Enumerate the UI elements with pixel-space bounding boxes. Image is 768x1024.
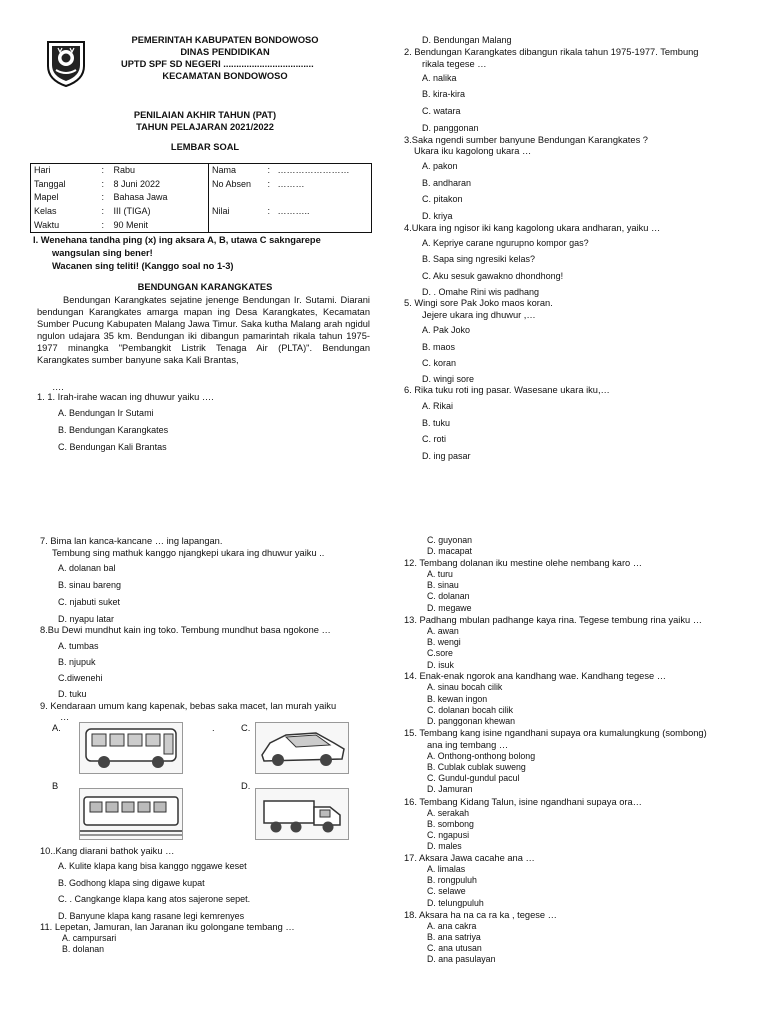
question-9-cont: … (60, 712, 70, 722)
question-11: 11. Lepetan, Jamuran, lan Jaranan iku golongane tembang … (40, 922, 295, 932)
option-5c[interactable]: C. koran (422, 358, 457, 368)
option-17a[interactable]: A. limalas (427, 864, 466, 874)
label-mapel: Mapel (34, 192, 59, 203)
reading-title: BENDUNGAN KARANGKATES (137, 282, 273, 292)
option-4b[interactable]: B. Sapa sing ngresiki kelas? (422, 254, 536, 264)
option-10a[interactable]: A. Kulite klapa kang bisa kanggo nggawe keset (58, 861, 247, 871)
header-government: PEMERINTAH KABUPATEN BONDOWOSO (131, 35, 319, 45)
colon: : (101, 178, 105, 189)
question-15-cont: ana ing tembang … (427, 740, 509, 750)
option-15a[interactable]: A. Onthong-onthong bolong (427, 751, 536, 761)
option-6a[interactable]: A. Rikai (422, 401, 454, 411)
regency-emblem-icon (44, 36, 88, 88)
colon: : (267, 165, 271, 175)
colon: : (101, 165, 105, 175)
school-logo (44, 36, 88, 88)
exam-title: PENILAIAN AKHIR TAHUN (PAT) (133, 110, 277, 120)
option-6d[interactable]: D. ing pasar (422, 451, 471, 461)
car-image[interactable] (255, 722, 349, 774)
option-6c[interactable]: C. roti (422, 434, 447, 444)
question-8: 8.Bu Dewi mundhut kain ing toko. Tembung mundhut basa ngokone … (40, 625, 331, 635)
option-2d[interactable]: D. panggonan (422, 123, 479, 133)
question-9: 9. Kendaraan umum kang kapenak, bebas saka macet, lan murah yaiku (40, 701, 337, 711)
label-nama: Nama (209, 164, 265, 178)
option-10b[interactable]: B. Godhong klapa sing digawe kupat (58, 878, 205, 888)
label-waktu: Waktu (34, 219, 60, 230)
label-kelas: Kelas (34, 206, 57, 217)
car-icon (256, 723, 348, 773)
option-14b[interactable]: B. kewan ingon (427, 694, 488, 704)
option-11a[interactable]: A. campursari (62, 933, 117, 943)
option-3c[interactable]: C. pitakon (422, 194, 463, 204)
colon: : (101, 219, 105, 230)
header-school: UPTD SPF SD NEGERI ................................... (121, 59, 314, 69)
option-5a[interactable]: A. Pak Joko (422, 325, 471, 335)
instruction-line-2: wangsulan sing bener! (52, 248, 153, 258)
option-13a[interactable]: A. awan (427, 626, 459, 636)
option-4a[interactable]: A. Kepriye carane ngurupno kompor gas? (422, 238, 589, 248)
question-12: 12. Tembang dolanan iku mestine olehe nembang karo … (404, 558, 643, 568)
question-7-cont: Tembung sing mathuk kanggo njangkepi ukara ing dhuwur yaiku .. (52, 548, 325, 558)
question-7: 7. Bima lan kanca-kancane … ing lapangan. (40, 536, 223, 546)
option-18d[interactable]: D. ana pasulayan (427, 954, 496, 964)
colon: : (267, 206, 271, 217)
option-2c[interactable]: C. watara (422, 106, 461, 116)
value-tanggal: 8 Juni 2022 (113, 178, 161, 189)
option-3d[interactable]: D. kriya (422, 211, 453, 221)
truck-icon (256, 789, 348, 839)
train-icon (80, 789, 182, 839)
value-waktu: 90 Menit (113, 219, 149, 230)
reading-passage: Bendungan Karangkates sejatine jenenge Bendungan Ir. Sutami. Diarani bendungan Karangkates amarga mapan ing Desa Karangkates, Kecamatan Sumber Pucung Kabupaten Malang Jawa Timur. Saka kutha Malang arah ngidul ngulon udajara 35 km. Bendungan iki dibangun pamarintah rikala tahun 1975-1977 minangka "Pembangkit Listrik Tenaga Air (PLTA)". Bendungan Karangkates sumber banyune saka Kali Brantas, (37, 295, 370, 365)
label-hari: Hari (34, 165, 51, 175)
instruction-line-1: I. Wenehana tandha ping (x) ing aksara A, B, utawa C sakngarepe (33, 235, 321, 245)
option-12c[interactable]: C. dolanan (427, 591, 470, 601)
option-18c[interactable]: C. ana utusan (427, 943, 482, 953)
option-7a[interactable]: A. dolanan bal (58, 563, 116, 573)
question-5: 5. Wingi sore Pak Joko maos koran. (404, 298, 553, 308)
option-13b[interactable]: B. wengi (427, 637, 461, 647)
question-15: 15. Tembang kang isine ngandhani supaya ora kumalungkung (sombong) (404, 728, 707, 738)
option-4c[interactable]: C. Aku sesuk gawakno dhondhong! (422, 271, 564, 281)
question-13: 13. Padhang mbulan padhange kaya rina. Tegese tembung rina yaiku … (404, 615, 703, 625)
option-12b[interactable]: B. sinau (427, 580, 459, 590)
question-17: 17. Aksara Jawa cacahe ana … (404, 853, 535, 863)
question-2-cont: rikala tegese … (422, 59, 487, 69)
option-18a[interactable]: A. ana cakra (427, 921, 477, 931)
option-5d[interactable]: D. wingi sore (422, 374, 475, 384)
option-16d[interactable]: D. males (427, 841, 462, 851)
option-15b[interactable]: B. Cublak cublak suweng (427, 762, 526, 772)
sheet-title: LEMBAR SOAL (170, 142, 240, 152)
option-15d[interactable]: D. Jamuran (427, 784, 473, 794)
label-tanggal: Tanggal (34, 178, 66, 189)
reading-dots: …. (52, 382, 64, 392)
option-7c[interactable]: C. njabuti suket (58, 597, 121, 607)
train-image[interactable] (79, 788, 183, 840)
value-no-absen[interactable]: ……… (277, 178, 305, 189)
value-hari: Rabu (113, 165, 136, 175)
question-4: 4.Ukara ing ngisor iki kang kagolong ukara andharan, yaiku … (404, 223, 661, 233)
question-6: 6. Rika tuku roti ing pasar. Wasesane ukara iku,… (404, 385, 610, 395)
option-9d-label[interactable]: D. (241, 781, 251, 791)
option-3b[interactable]: B. andharan (422, 178, 472, 188)
truck-image[interactable] (255, 788, 349, 840)
option-9a-label[interactable]: A. (52, 723, 61, 733)
question-16: 16. Tembang Kidang Talun, isine ngandhani supaya ora… (404, 797, 642, 807)
option-14a[interactable]: A. sinau bocah cilik (427, 682, 503, 692)
option-7d[interactable]: D. nyapu latar (58, 614, 115, 624)
option-13d[interactable]: D. isuk (427, 660, 454, 670)
option-12d[interactable]: D. megawe (427, 603, 472, 613)
option-14d[interactable]: D. panggonan khewan (427, 716, 516, 726)
question-14: 14. Enak-enak ngorok ana kandhang wae. Kandhang tegese … (404, 671, 667, 681)
option-16c[interactable]: C. ngapusi (427, 830, 470, 840)
label-no-absen: No Absen (209, 178, 265, 192)
colon: : (101, 192, 105, 203)
option-16b[interactable]: B. sombong (427, 819, 474, 829)
header-district: KECAMATAN BONDOWOSO (162, 71, 288, 81)
student-info-table (30, 163, 372, 233)
bus-image[interactable] (79, 722, 183, 774)
option-8d[interactable]: D. tuku (58, 689, 87, 699)
option-4d[interactable]: D. . Omahe Rini wis padhang (422, 287, 540, 297)
option-10d[interactable]: D. Banyune klapa kang rasane legi kemrenyes (58, 911, 245, 921)
school-year: TAHUN PELAJARAN 2021/2022 (136, 122, 274, 132)
option-17b[interactable]: B. rongpuluh (427, 875, 477, 885)
question-1: 1. 1. Irah-irahe wacan ing dhuwur yaiku …. (37, 392, 214, 402)
value-kelas: III (TIGA) (113, 206, 151, 217)
option-7b[interactable]: B. sinau bareng (58, 580, 122, 590)
option-1d[interactable]: D. Bendungan Malang (422, 35, 512, 45)
option-2a[interactable]: A. nalika (422, 73, 457, 83)
value-mapel: Bahasa Jawa (113, 192, 168, 203)
option-17d[interactable]: D. telungpuluh (427, 898, 484, 908)
question-3: 3.Saka ngendi sumber banyune Bendungan Karangkates ? (404, 135, 648, 145)
option-9c-label[interactable]: C. (241, 723, 251, 733)
option-3a[interactable]: A. pakon (422, 161, 458, 171)
option-10c[interactable]: C. . Cangkange klapa kang atos sajerone sepet. (58, 894, 251, 904)
option-5b[interactable]: B. maos (422, 342, 456, 352)
option-17c[interactable]: C. selawe (427, 886, 466, 896)
option-13c[interactable]: C.sore (427, 648, 453, 658)
option-14c[interactable]: C. dolanan bocah cilik (427, 705, 514, 715)
option-11d[interactable]: D. macapat (427, 546, 472, 556)
option-6b[interactable]: B. tuku (422, 418, 451, 428)
question-3-cont: Ukara iku kagolong ukara … (414, 146, 532, 156)
bus-icon (80, 723, 182, 773)
option-15c[interactable]: C. Gundul-gundul pacul (427, 773, 520, 783)
colon: : (267, 178, 271, 189)
option-11b[interactable]: B. dolanan (62, 944, 105, 954)
option-8a[interactable]: A. tumbas (58, 641, 99, 651)
option-18b[interactable]: B. ana satriya (427, 932, 481, 942)
option-11c[interactable]: C. guyonan (427, 535, 472, 545)
question-2: 2. Bendungan Karangkates dibangun rikala tahun 1975-1977. Tembung (404, 47, 699, 57)
option-9b-label[interactable]: B (52, 781, 59, 791)
option-8c[interactable]: C.diwenehi (58, 673, 103, 683)
separator-dot: . (212, 723, 215, 733)
option-12a[interactable]: A. turu (427, 569, 453, 579)
value-nilai[interactable]: ……….. (277, 206, 310, 217)
option-1b[interactable]: B. Bendungan Karangkates (58, 425, 169, 435)
instruction-line-3: Wacanen sing teliti! (Kanggo soal no 1-3) (52, 261, 234, 271)
option-2b[interactable]: B. kira-kira (422, 89, 466, 99)
value-nama[interactable]: …………………… (277, 165, 350, 175)
colon: : (101, 206, 105, 217)
label-nilai: Nilai (209, 205, 265, 219)
question-10: 10..Kang diarani bathok yaiku … (40, 846, 175, 856)
question-5-cont: Jejere ukara ing dhuwur ,… (422, 310, 536, 320)
option-8b[interactable]: B. njupuk (58, 657, 96, 667)
question-18: 18. Aksara ha na ca ra ka , tegese … (404, 910, 557, 920)
header-agency: DINAS PENDIDIKAN (180, 47, 270, 57)
option-1c[interactable]: C. Bendungan Kali Brantas (58, 442, 167, 452)
option-16a[interactable]: A. serakah (427, 808, 470, 818)
option-1a[interactable]: A. Bendungan Ir Sutami (58, 408, 154, 418)
